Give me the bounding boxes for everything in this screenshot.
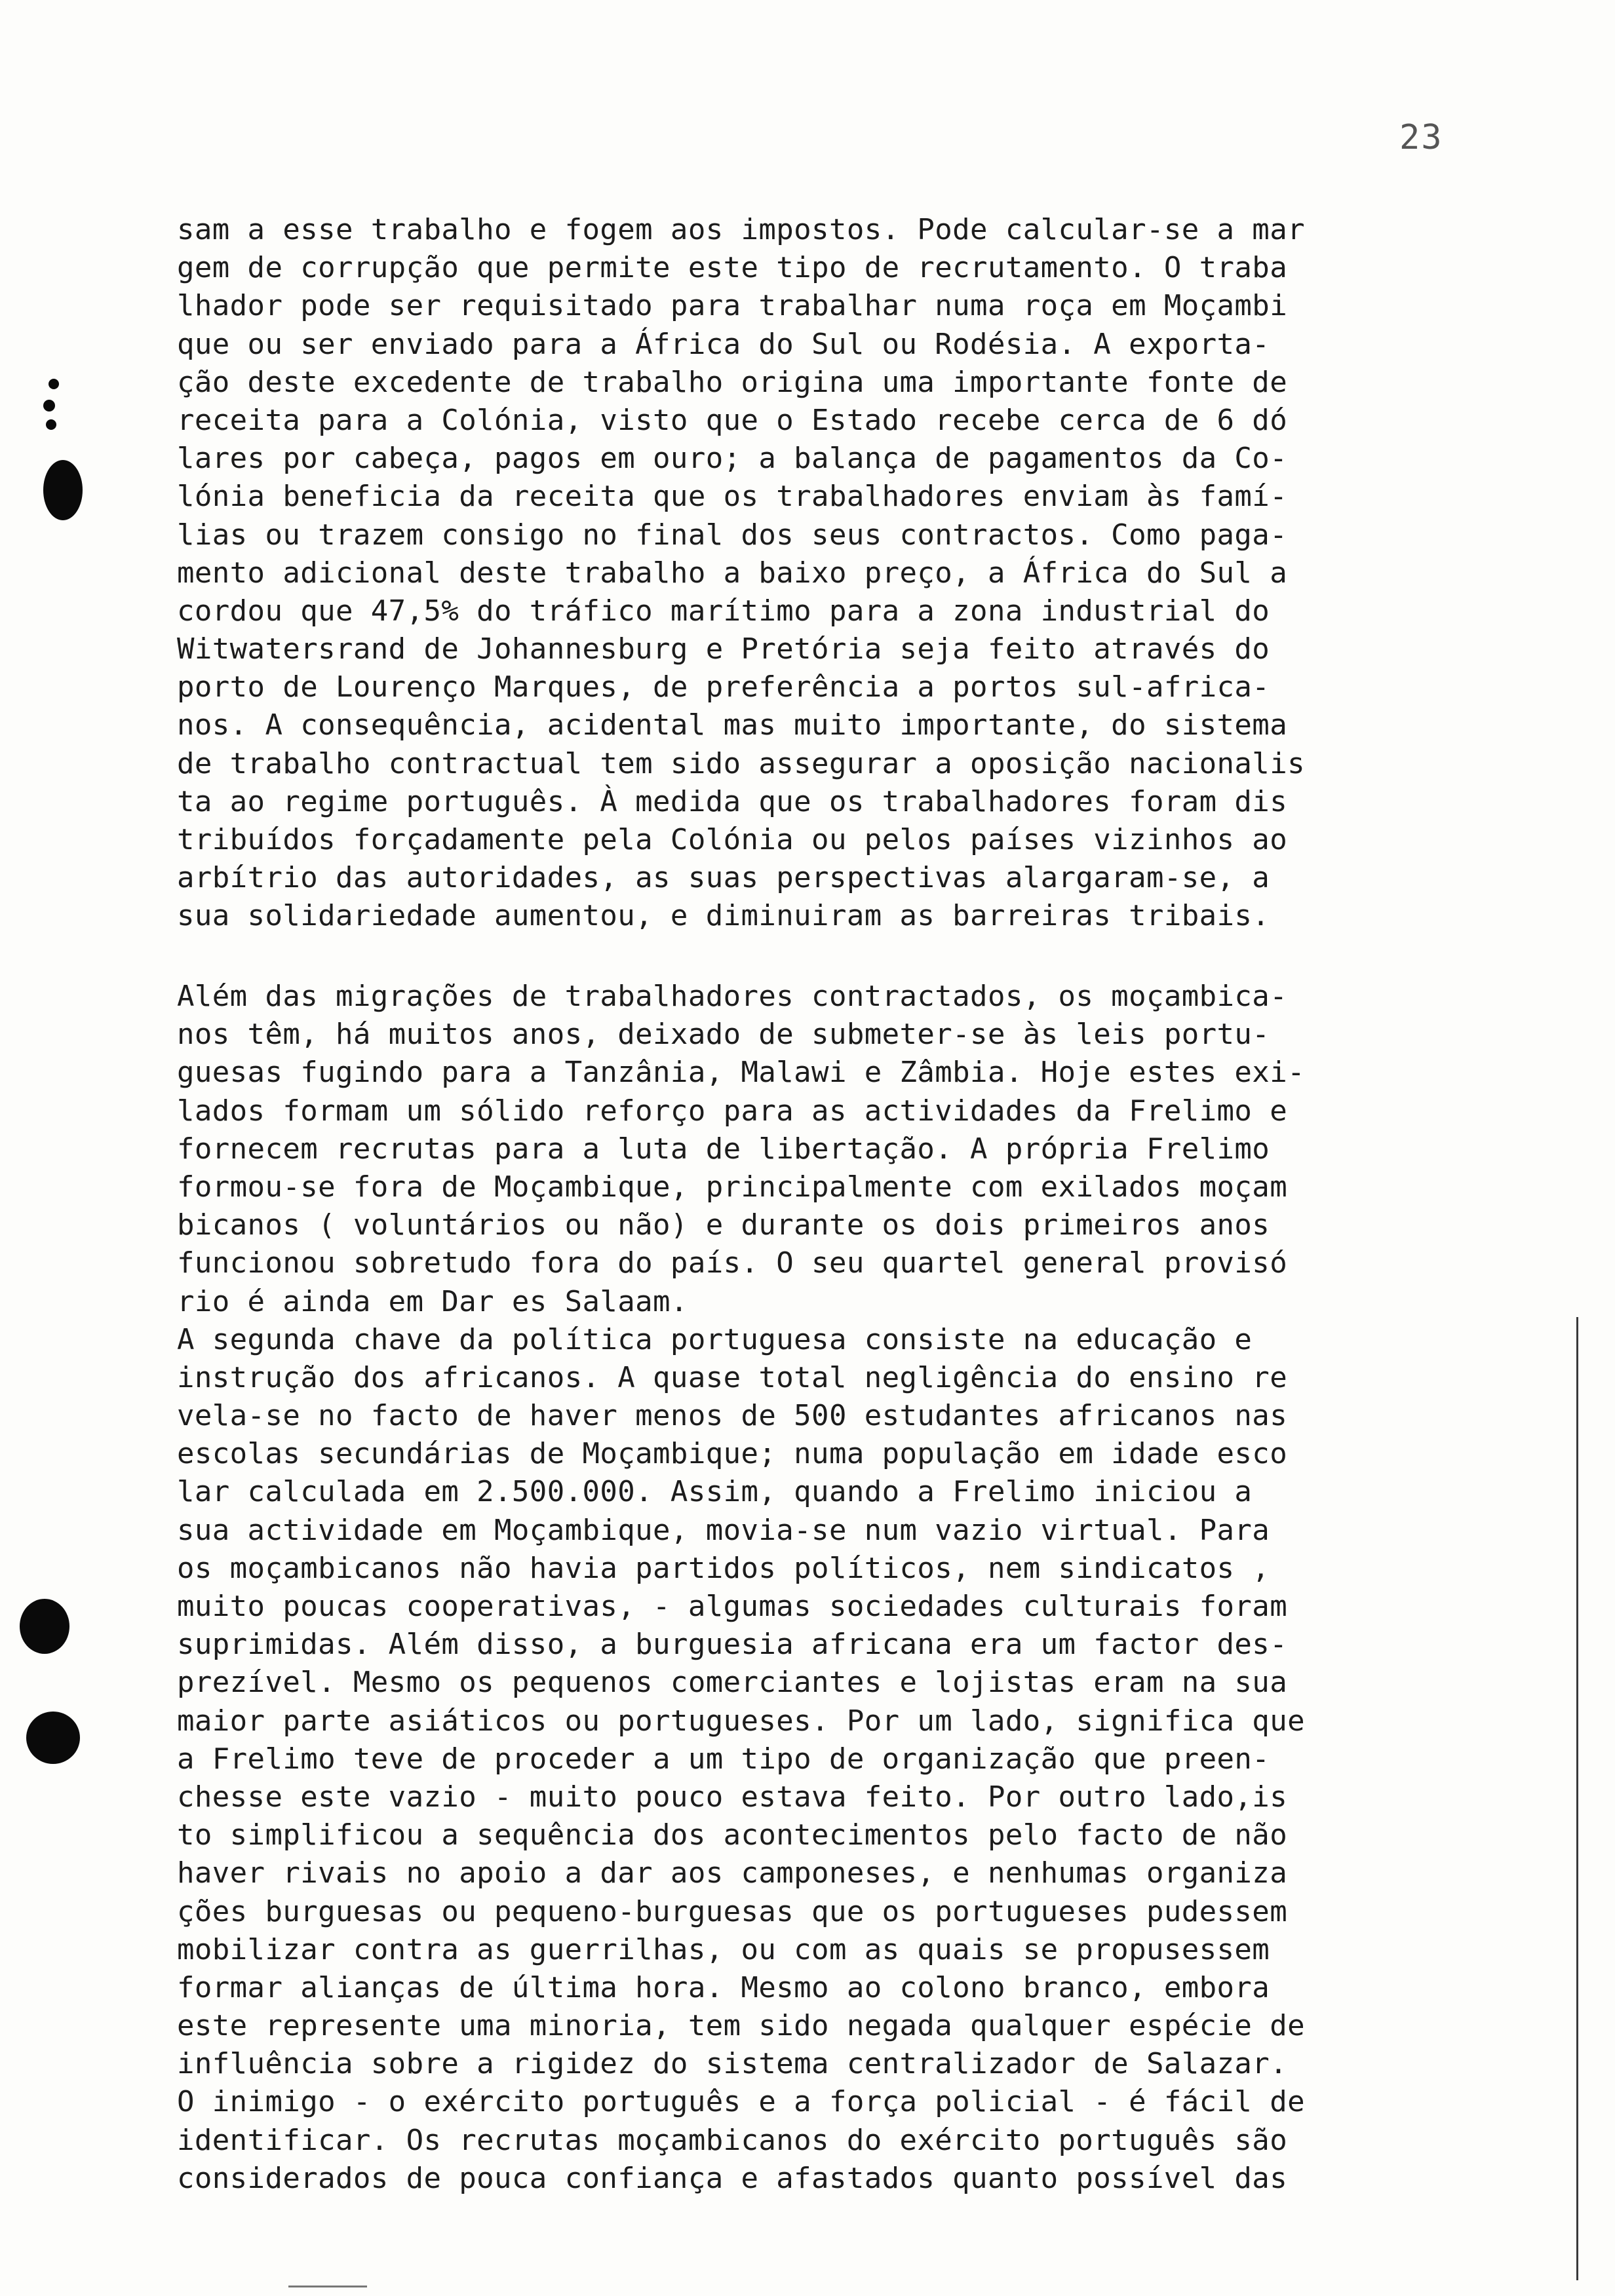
text-line: que ou ser enviado para a África do Sul ou Rodésia. A exporta- (177, 327, 1270, 361)
punch-hole (20, 1599, 69, 1654)
text-line: Além das migrações de trabalhadores contractados, os moçambica- (177, 980, 1288, 1013)
text-line: mobilizar contra as guerrilhas, ou com as quais se propusessem (177, 1932, 1270, 1966)
text-line: prezível. Mesmo os pequenos comerciantes e lojistas eram na sua (177, 1666, 1288, 1700)
text-line: a Frelimo teve de proceder a um tipo de organização que preen- (177, 1742, 1270, 1776)
text-line: A segunda chave da política portuguesa consiste na educação e (177, 1322, 1253, 1356)
text-line: formou-se fora de Moçambique, principalmente com exilados moçam (177, 1170, 1288, 1204)
text-line: guesas fugindo para a Tanzânia, Malawi e Zâmbia. Hoje estes exi- (177, 1056, 1305, 1090)
text-line: ta ao regime português. À medida que os trabalhadores foram dis (177, 784, 1288, 818)
text-line: escolas secundárias de Moçambique; numa população em idade esco (177, 1437, 1288, 1471)
text-line: suprimidas. Além disso, a burguesia africana era um factor des- (177, 1628, 1288, 1662)
paragraph-2 (177, 978, 1508, 2198)
text-line: lados formam um sólido reforço para as actividades da Frelimo e (177, 1094, 1288, 1128)
text-line: gem de corrupção que permite este tipo de recrutamento. O traba (177, 251, 1288, 285)
page-number: 23 (1399, 118, 1443, 157)
text-line: fornecem recrutas para a luta de libertação. A própria Frelimo (177, 1132, 1270, 1166)
text-line: considerados de pouca confiança e afastados quanto possível das (177, 2161, 1288, 2195)
text-line: identificar. Os recrutas moçambicanos do exército português são (177, 2123, 1288, 2157)
text-line: sua solidariedade aumentou, e diminuiram as barreiras tribais. (177, 899, 1270, 933)
text-line: ções burguesas ou pequeno-burguesas que os portugueses pudessem (177, 1894, 1288, 1928)
text-line: funcionou sobretudo fora do país. O seu quartel general provisó (177, 1246, 1288, 1280)
text-line: tribuídos forçadamente pela Colónia ou pelos países vizinhos ao (177, 823, 1288, 856)
text-line: sam a esse trabalho e fogem aos impostos. Pode calcular-se a mar (177, 213, 1305, 246)
paragraph-1 (177, 211, 1508, 936)
margin-rule (1576, 1317, 1578, 2280)
text-line: lar calculada em 2.500.000. Assim, quando a Frelimo iniciou a (177, 1475, 1253, 1509)
text-line: este represente uma minoria, tem sido negada qualquer espécie de (177, 2009, 1305, 2043)
text-line: porto de Lourenço Marques, de preferência a portos sul-africa- (177, 670, 1270, 704)
text-line: rio é ainda em Dar es Salaam. (177, 1284, 688, 1318)
text-line: instrução dos africanos. A quase total negligência do ensino re (177, 1360, 1288, 1394)
text-line: mento adicional deste trabalho a baixo preço, a África do Sul a (177, 556, 1288, 590)
punch-mark-dot (43, 400, 55, 411)
text-line: lias ou trazem consigo no final dos seus contractos. Como paga- (177, 518, 1288, 552)
text-line: de trabalho contractual tem sido assegurar a oposição nacionalis (177, 746, 1305, 780)
text-line: influência sobre a rigidez do sistema centralizador de Salazar. (177, 2047, 1288, 2081)
text-line: ção deste excedente de trabalho origina uma importante fonte de (177, 365, 1288, 399)
text-line: lares por cabeça, pagos em ouro; a balança de pagamentos da Co- (177, 442, 1288, 476)
text-line: sua actividade em Moçambique, movia-se num vazio virtual. Para (177, 1513, 1270, 1547)
punch-hole (43, 460, 83, 520)
text-line: os moçambicanos não havia partidos políticos, nem sindicatos , (177, 1551, 1270, 1585)
punch-mark-dot (46, 419, 56, 430)
text-line: nos. A consequência, acidental mas muito importante, do sistema (177, 708, 1288, 742)
text-line: Witwatersrand de Johannesburg e Pretória seja feito através do (177, 632, 1270, 666)
text-line: haver rivais no apoio a dar aos camponeses, e nenhumas organiza (177, 1856, 1288, 1890)
text-line: chesse este vazio - muito pouco estava feito. Por outro lado,is (177, 1780, 1288, 1814)
punch-mark-dot (49, 379, 59, 389)
text-line: maior parte asiáticos ou portugueses. Por um lado, significa que (177, 1704, 1305, 1738)
text-line: nos têm, há muitos anos, deixado de submeter-se às leis portu- (177, 1018, 1270, 1052)
text-line: lhador pode ser requisitado para trabalhar numa roça em Moçambi (177, 289, 1288, 323)
text-line: lónia beneficia da receita que os trabalhadores enviam às famí- (177, 480, 1288, 514)
text-line: to simplificou a sequência dos acontecimentos pelo facto de não (177, 1818, 1288, 1852)
text-line: receita para a Colónia, visto que o Estado recebe cerca de 6 dó (177, 403, 1288, 437)
text-line: bicanos ( voluntários ou não) e durante os dois primeiros anos (177, 1208, 1270, 1242)
text-line: formar alianças de última hora. Mesmo ao colono branco, embora (177, 1970, 1270, 2004)
text-line: muito poucas cooperativas, - algumas sociedades culturais foram (177, 1590, 1288, 1623)
punch-hole (26, 1712, 80, 1764)
text-line: arbítrio das autoridades, as suas perspectivas alargaram-se, a (177, 861, 1270, 895)
text-line: cordou que 47,5% do tráfico marítimo para a zona industrial do (177, 594, 1270, 628)
text-line: O inimigo - o exército português e a força policial - é fácil de (177, 2085, 1305, 2119)
bottom-scan-mark (288, 2286, 367, 2287)
text-line: vela-se no facto de haver menos de 500 estudantes africanos nas (177, 1399, 1288, 1433)
